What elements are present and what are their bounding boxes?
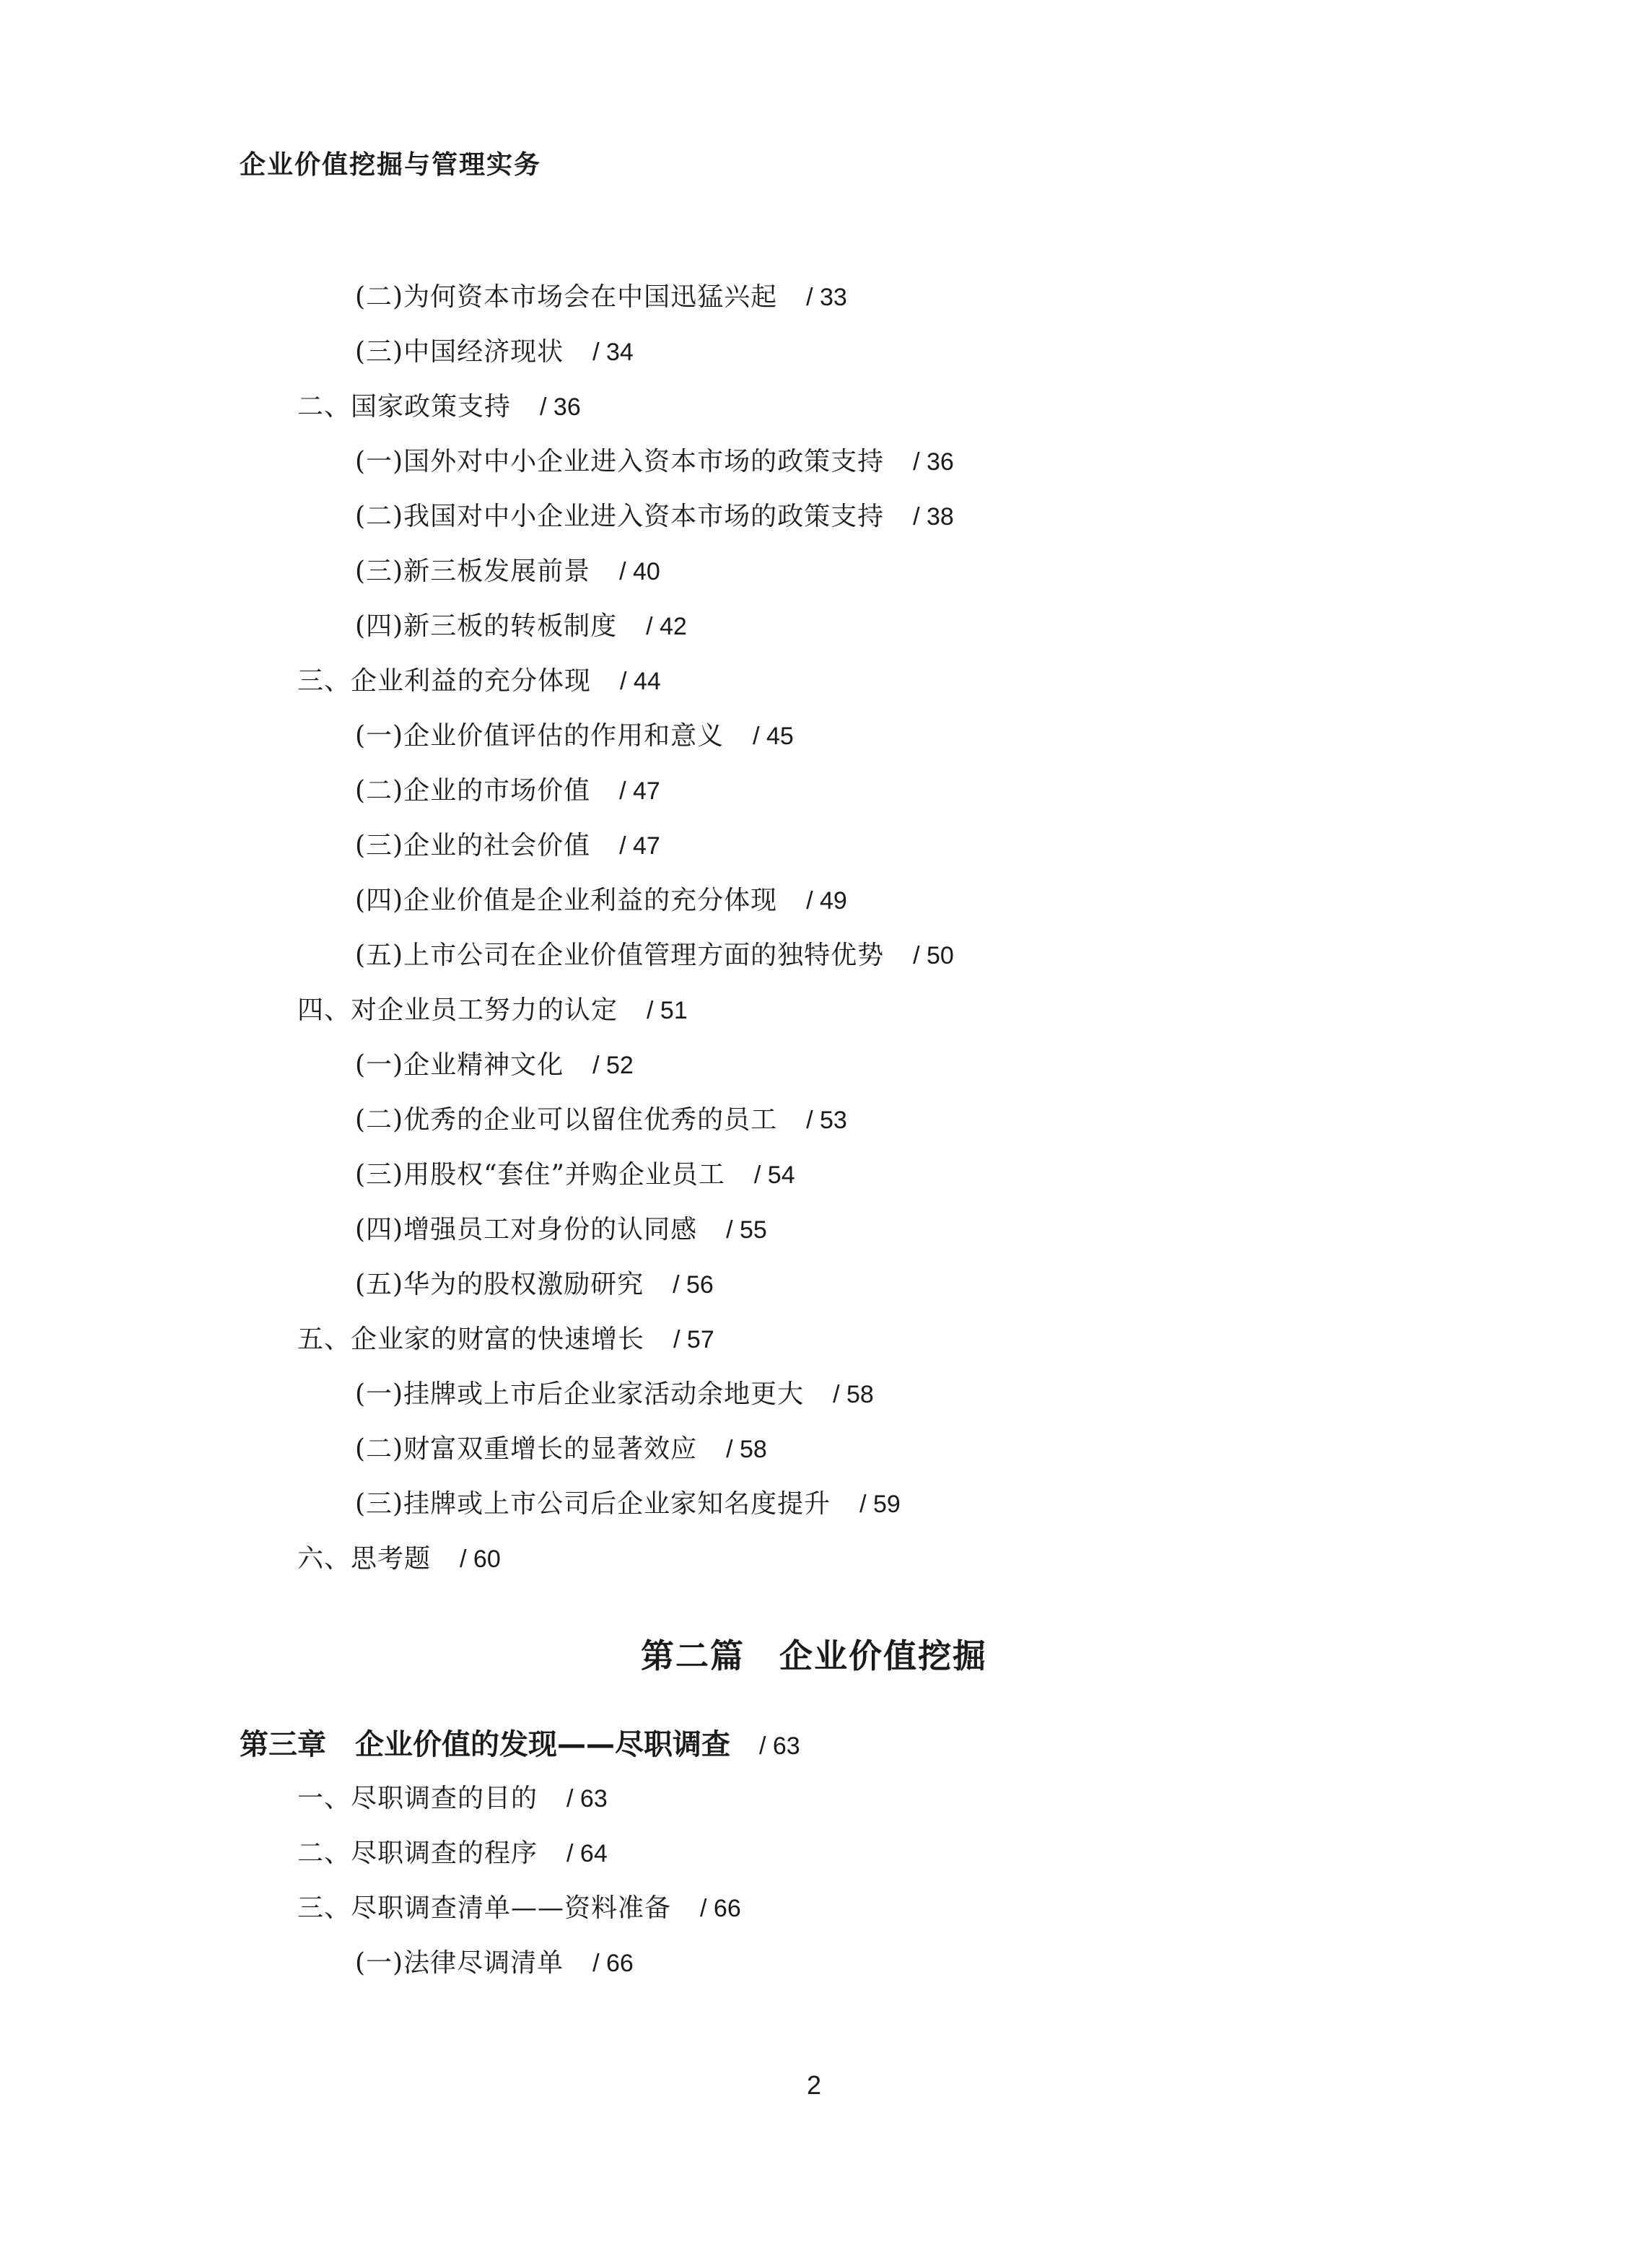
toc-entry-page: / 54 — [753, 1161, 795, 1189]
toc-entry-title: 六、思考题 — [297, 1544, 432, 1574]
toc-entry-title: (一)企业精神文化 — [355, 1050, 564, 1080]
toc-entry-title: 三、企业利益的充分体现 — [297, 666, 592, 696]
toc-entry — [355, 1483, 901, 1526]
toc-entry — [355, 824, 660, 868]
toc-entry-page: / 57 — [673, 1326, 714, 1353]
toc-entry-title: (五)上市公司在企业价值管理方面的独特优势 — [355, 941, 885, 970]
toc-entry-page: / 56 — [673, 1271, 714, 1299]
toc-entry — [355, 879, 847, 923]
toc-entry-page: / 58 — [833, 1381, 874, 1408]
toc-entry — [297, 1887, 741, 1930]
chapter-title: 第三章 企业价值的发现——尽职调查 — [240, 1728, 730, 1761]
toc-entry-page: / 34 — [592, 339, 634, 366]
toc-entry-page: / 47 — [619, 832, 660, 860]
toc-entry-page: / 45 — [753, 723, 794, 750]
toc-entry — [355, 1153, 795, 1197]
toc-entry-title: (二)我国对中小企业进入资本市场的政策支持 — [355, 502, 885, 531]
toc-entry — [355, 440, 954, 484]
toc-entry — [297, 1777, 608, 1820]
toc-entry-title: 五、企业家的财富的快速增长 — [297, 1325, 645, 1354]
toc-entry-title: 二、尽职调查的程序 — [297, 1839, 538, 1868]
toc-entry-page: / 58 — [726, 1436, 767, 1463]
toc-entry — [355, 550, 660, 593]
toc-entry — [297, 1832, 608, 1875]
toc-entry-title: (二)优秀的企业可以留住优秀的员工 — [355, 1105, 778, 1135]
toc-entry — [355, 276, 847, 319]
toc-entry — [297, 1318, 714, 1361]
toc-entry-title: 三、尽职调查清单——资料准备 — [297, 1893, 672, 1923]
toc-entry — [355, 1044, 634, 1087]
toc-entry-title: (五)华为的股权激励研究 — [355, 1270, 644, 1299]
toc-entry — [297, 660, 661, 703]
toc-entry-page: / 44 — [620, 668, 661, 695]
chapter-heading — [240, 1719, 800, 1770]
toc-entry — [297, 989, 688, 1032]
toc-entry-page: / 55 — [726, 1216, 767, 1244]
toc-entry — [355, 1428, 767, 1471]
toc-entry-page: / 36 — [913, 448, 954, 476]
toc-entry-page: / 50 — [913, 942, 954, 969]
toc-entry-page: / 66 — [700, 1895, 741, 1922]
toc-entry-page: / 52 — [592, 1052, 634, 1079]
toc-entry-page: / 63 — [566, 1785, 608, 1813]
toc-entry-title: (四)企业价值是企业利益的充分体现 — [355, 886, 778, 915]
toc-entry — [355, 1099, 847, 1142]
toc-entry — [297, 385, 581, 429]
toc-entry-title: 二、国家政策支持 — [297, 392, 512, 422]
chapter-page: / 63 — [759, 1732, 800, 1760]
toc-entry-title: (三)挂牌或上市公司后企业家知名度提升 — [355, 1489, 831, 1519]
toc-entry-title: (一)企业价值评估的作用和意义 — [355, 721, 725, 751]
toc-entry-page: / 49 — [806, 887, 847, 915]
toc-entry — [355, 495, 954, 538]
toc-entry-title: (一)国外对中小企业进入资本市场的政策支持 — [355, 447, 885, 476]
toc-entry-title: 四、对企业员工努力的认定 — [297, 995, 618, 1025]
toc-entry-page: / 64 — [566, 1840, 608, 1867]
toc-entry — [355, 605, 687, 648]
toc-entry-page: / 42 — [646, 613, 687, 640]
toc-entry — [355, 1942, 634, 1985]
toc-entry — [355, 769, 660, 813]
toc-entry-title: (二)企业的市场价值 — [355, 776, 591, 806]
toc-entry-title: 一、尽职调查的目的 — [297, 1784, 538, 1813]
toc-entry — [355, 934, 954, 977]
toc-entry — [355, 1208, 767, 1252]
toc-entry-title: (一)法律尽调清单 — [355, 1948, 564, 1978]
toc-entry-title: (三)用股权“套住”并购企业员工 — [355, 1160, 725, 1190]
toc-entry-page: / 36 — [540, 393, 581, 421]
toc-entry-title: (一)挂牌或上市后企业家活动余地更大 — [355, 1379, 805, 1409]
toc-entry-title: (二)财富双重增长的显著效应 — [355, 1434, 698, 1464]
page-number: 2 — [806, 2070, 822, 2100]
toc-entry-page: / 38 — [913, 503, 954, 531]
toc-entry-page: / 53 — [806, 1107, 847, 1134]
toc-entry — [355, 1373, 874, 1416]
toc-entry-page: / 51 — [647, 997, 688, 1024]
toc-entry-title: (三)企业的社会价值 — [355, 831, 591, 860]
toc-entry-page: / 40 — [619, 558, 660, 585]
toc-entry-title: (三)新三板发展前景 — [355, 557, 591, 586]
toc-entry-title: (二)为何资本市场会在中国迅猛兴起 — [355, 282, 778, 312]
toc-entry — [355, 1263, 714, 1307]
toc-entry-page: / 33 — [806, 284, 847, 311]
part-title: 第二篇 企业价值挖掘 — [641, 1636, 987, 1675]
toc-entry-title: (三)中国经济现状 — [355, 337, 564, 367]
toc-entry-title: (四)增强员工对身份的认同感 — [355, 1215, 698, 1244]
running-header: 企业价值挖掘与管理实务 — [240, 149, 542, 180]
toc-entry-title: (四)新三板的转板制度 — [355, 611, 618, 641]
toc-entry — [355, 331, 634, 374]
toc-entry-page: / 59 — [859, 1491, 901, 1518]
toc-entry-page: / 47 — [619, 777, 660, 805]
toc-entry-page: / 66 — [592, 1950, 634, 1977]
toc-entry — [355, 715, 794, 758]
toc-entry — [297, 1538, 501, 1581]
toc-entry-page: / 60 — [460, 1545, 501, 1573]
